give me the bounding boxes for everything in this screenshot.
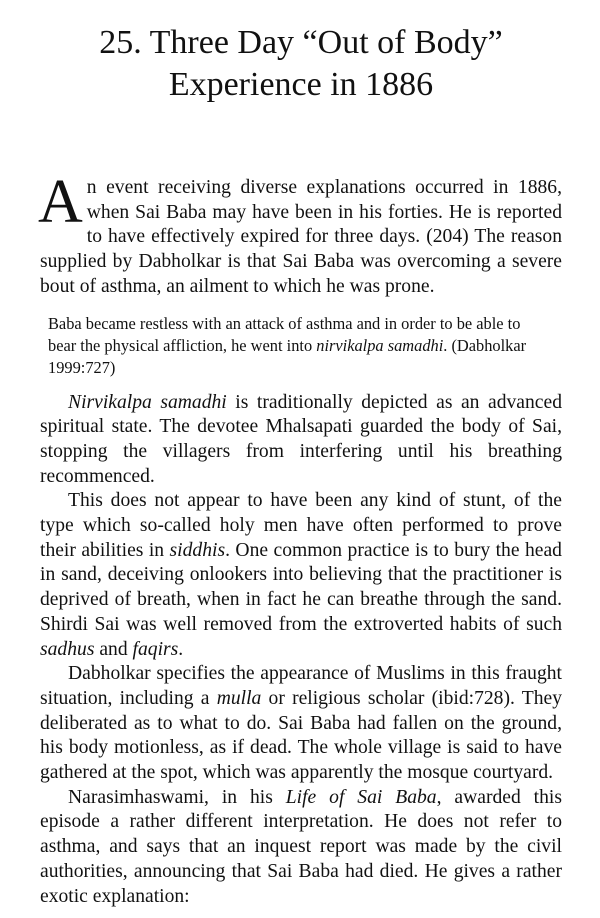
paragraph-emphasis: siddhis [169, 539, 226, 561]
chapter-title [40, 0, 562, 106]
paragraph-text: This does not appear to have been any kind of stunt, of the type which so-called holy men have often performed to prove their abilities in [40, 490, 562, 561]
quote-citation: . (Dabholkar 1999:727) [48, 335, 527, 377]
opening-paragraph [38, 168, 562, 300]
paragraph-text: , awarded this episode a rather different interpretation. He does not refer to asthma, and says that an inquest report was made by the civil authorities, announcing that Sai Baba had died. He gives a rather exotic explanation: [40, 786, 562, 907]
quote-text: Baba became restless with an attack of asthma and in order to be able to bear the physical affliction, he went into [48, 313, 521, 355]
paragraph-text: is traditionally depicted as an advanced spiritual state. The devotee Mhalsapati guarded the body of Sai, stopping the villagers from interfering until his breathing recommenced. [40, 391, 562, 487]
block-quote [40, 313, 562, 379]
paragraph-text: and [94, 638, 133, 660]
drop-cap: A [38, 168, 83, 236]
paragraph-muslims [40, 662, 562, 786]
paragraph-text: or religious scholar (ibid:728). They deliberated as to what to do. Sai Baba had fallen on the ground, his body motionless, as if dead. The whole village is said to have gathered at the spot, which was apparently the mosque courtyard. [40, 687, 562, 784]
paragraph-text: . [178, 638, 184, 660]
chapter-title-line-2: Experience in 1886 [168, 66, 434, 103]
body-text [38, 168, 562, 909]
paragraph-emphasis: Nirvikalpa samadhi [68, 391, 227, 413]
paragraph-narasimhaswami [40, 786, 562, 910]
opening-paragraph-text: n event receiving diverse explanations occurred in 1886, when Sai Baba may have been in his forties. He is reported to have effectively expired for three days. (204) The reason supplied by Dabholkar is that Sai Baba was overcoming a severe bout of asthma, an ailment to which he was prone. [40, 177, 562, 297]
paragraph-emphasis: Life of Sai Baba [285, 786, 437, 808]
paragraph-stunt [40, 489, 562, 662]
chapter-title-line-1: 25. Three Day “Out of Body” [99, 24, 503, 61]
quote-emphasis: nirvikalpa samadhi [316, 335, 444, 355]
paragraph-emphasis: faqirs [132, 638, 179, 660]
paragraph-text: Dabholkar specifies the appearance of Muslims in this fraught situation, including a [40, 663, 562, 709]
paragraph-nirvikalpa [40, 391, 562, 490]
paragraph-emphasis: mulla [216, 687, 262, 709]
paragraph-text: . One common practice is to bury the head in sand, deceiving onlookers into believing that the practitioner is deprived of breath, when in fact he can breathe through the sand. Shirdi Sai was well removed from the extroverted habits of such [40, 539, 562, 635]
paragraph-emphasis: sadhus [40, 638, 95, 660]
paragraph-text: Narasimhaswami, in his [68, 786, 286, 808]
